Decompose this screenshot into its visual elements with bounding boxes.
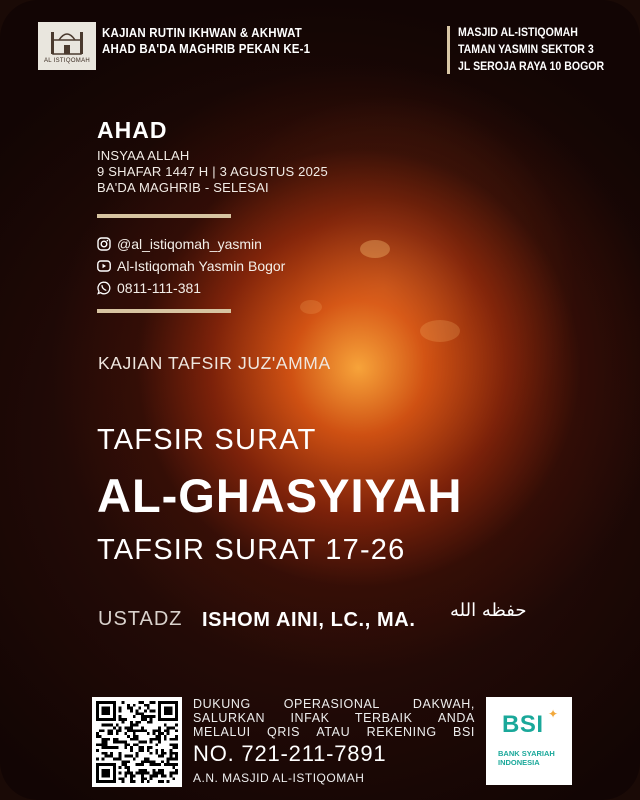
- location-line: TAMAN YASMIN SEKTOR 3: [458, 42, 594, 56]
- whatsapp-link[interactable]: [96, 277, 285, 299]
- verse-range: TAFSIR SURAT 17-26: [97, 534, 406, 566]
- date-line: 9 SHAFAR 1447 H | 3 AGUSTUS 2025: [97, 164, 328, 179]
- date-line: BA'DA MAGHRIB - SELESAI: [97, 180, 269, 195]
- donation-word: MELALUI: [193, 725, 251, 739]
- speaker-name: ISHOM AINI, LC., MA.: [202, 609, 416, 631]
- header-line: AHAD BA'DA MAGHRIB PEKAN KE-1: [102, 42, 311, 56]
- whatsapp-number: 0811-111-381: [117, 280, 202, 296]
- instagram-icon: [96, 237, 111, 252]
- header-event-info: [102, 25, 310, 57]
- qris-qr-code[interactable]: [92, 697, 182, 787]
- mosque-logo: [38, 22, 96, 70]
- accent-bar: [97, 309, 231, 313]
- bank-name: [498, 749, 555, 767]
- bank-name-line: BANK SYARIAH: [498, 749, 555, 758]
- star-icon: ✦: [548, 707, 559, 721]
- donation-word: DAKWAH,: [412, 697, 475, 711]
- donation-word: DUKUNG: [193, 697, 251, 711]
- instagram-link[interactable]: [96, 233, 285, 255]
- account-name: A.N. MASJID AL-ISTIQOMAH: [193, 771, 365, 785]
- donation-word: QRIS: [267, 725, 301, 739]
- planet-texture: [300, 300, 322, 314]
- planet-texture: [360, 240, 390, 258]
- surah-title: AL-GHASYIYAH: [97, 469, 463, 522]
- youtube-icon: [96, 259, 111, 274]
- donation-word: OPERASIONAL: [283, 697, 380, 711]
- speaker-honorific: حفظه الله: [450, 600, 527, 621]
- header-location: [458, 24, 604, 75]
- whatsapp-icon: [96, 281, 111, 296]
- donation-word: TERBAIK: [354, 711, 413, 725]
- donation-line: [193, 697, 475, 711]
- qr-code-icon: [96, 701, 178, 783]
- account-number: NO. 721-211-7891: [193, 741, 387, 766]
- social-links: [96, 233, 285, 299]
- event-day: AHAD: [97, 117, 168, 143]
- event-date: [97, 148, 328, 196]
- title-line-1: TAFSIR SURAT: [97, 424, 317, 456]
- instagram-handle: @al_istiqomah_yasmin: [117, 236, 262, 252]
- donation-line: [193, 725, 475, 739]
- location-line: JL SEROJA RAYA 10 BOGOR: [458, 59, 605, 73]
- donation-word: REKENING: [366, 725, 437, 739]
- donation-word: INFAK: [290, 711, 330, 725]
- accent-bar: [97, 214, 231, 218]
- logo-text: AL ISTIQOMAH: [43, 58, 91, 64]
- date-line: INSYAA ALLAH: [97, 148, 190, 163]
- program-name: KAJIAN TAFSIR JUZ'AMMA: [98, 353, 331, 373]
- speaker-label: USTADZ: [98, 608, 183, 630]
- donation-word: BSI: [453, 725, 475, 739]
- donation-line: [193, 711, 475, 725]
- bsi-logo-text: BSI: [502, 711, 544, 738]
- location-line: MASJID AL-ISTIQOMAH: [458, 25, 578, 39]
- header-line: KAJIAN RUTIN IKHWAN & AKHWAT: [102, 26, 303, 40]
- donation-word: ANDA: [437, 711, 475, 725]
- donation-word: SALURKAN: [193, 711, 266, 725]
- planet-texture: [420, 320, 460, 342]
- youtube-link[interactable]: [96, 255, 285, 277]
- bank-name-line: INDONESIA: [498, 758, 540, 767]
- donation-word: ATAU: [316, 725, 351, 739]
- mosque-icon: [51, 28, 83, 56]
- donation-text: [193, 697, 475, 739]
- youtube-channel: Al-Istiqomah Yasmin Bogor: [117, 258, 286, 274]
- header-divider: [447, 26, 450, 74]
- bsi-bank-logo: [486, 697, 572, 785]
